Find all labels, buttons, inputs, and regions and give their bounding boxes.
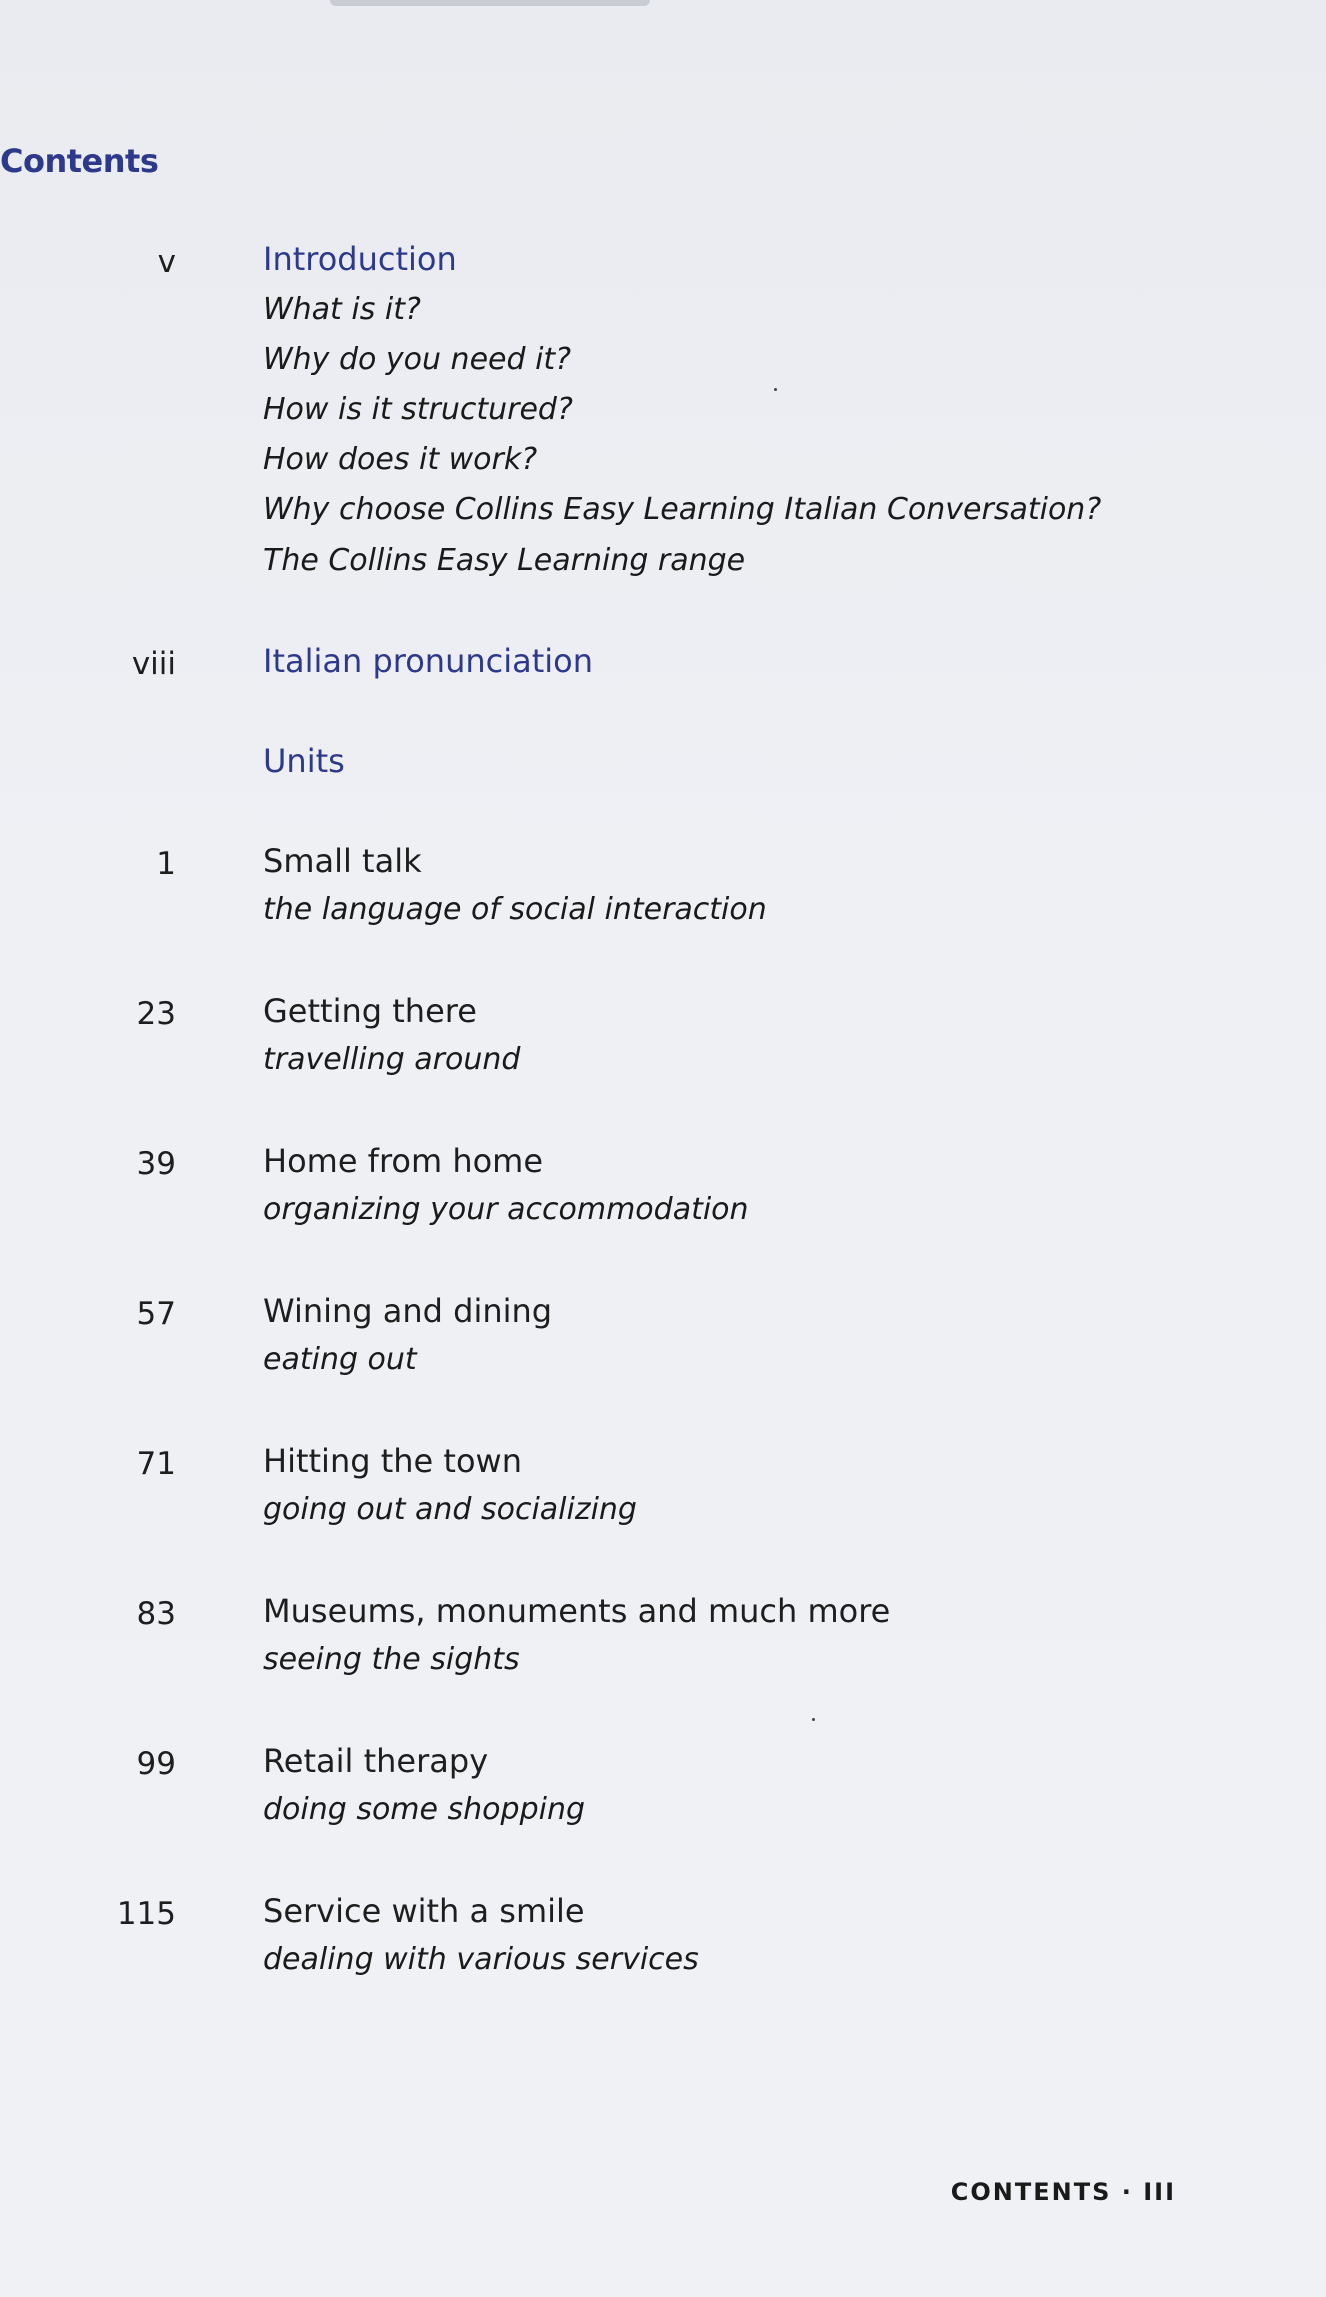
- entry-title: Small talk: [263, 842, 422, 880]
- running-footer: CONTENTS · III: [950, 2178, 1176, 2206]
- ink-speck: [812, 1718, 815, 1721]
- entry-subtitle: travelling around: [263, 1042, 521, 1077]
- entry-subtitle: eating out: [263, 1342, 417, 1377]
- page-number: 71: [136, 1446, 176, 1482]
- entry-title: Museums, monuments and much more: [263, 1592, 891, 1630]
- entry-title: Retail therapy: [263, 1742, 489, 1780]
- entry-title: Getting there: [263, 992, 477, 1030]
- intro-item: Why do you need it?: [263, 342, 572, 377]
- entry-title: Italian pronunciation: [263, 642, 594, 680]
- intro-item: What is it?: [263, 292, 421, 327]
- ink-speck: [774, 388, 777, 391]
- page-number: 83: [136, 1596, 176, 1632]
- entry-subtitle: the language of social interaction: [263, 892, 767, 927]
- page-number: 57: [136, 1296, 176, 1332]
- entry-title: Introduction: [263, 240, 457, 278]
- intro-item: Why choose Collins Easy Learning Italian Conversation?: [263, 492, 1102, 527]
- intro-item: How does it work?: [263, 442, 538, 477]
- entry-subtitle: doing some shopping: [263, 1792, 586, 1827]
- entry-subtitle: dealing with various services: [263, 1942, 699, 1977]
- entry-title: Wining and dining: [263, 1292, 553, 1330]
- intro-item: The Collins Easy Learning range: [263, 543, 746, 578]
- entry-subtitle: seeing the sights: [263, 1642, 520, 1677]
- entry-subtitle: going out and socializing: [263, 1492, 637, 1527]
- page-number: 1: [156, 846, 176, 882]
- page-number: 99: [136, 1746, 176, 1782]
- intro-item: How is it structured?: [263, 392, 573, 427]
- units-heading: Units: [263, 742, 345, 780]
- entry-title: Service with a smile: [263, 1892, 585, 1930]
- entry-title: Home from home: [263, 1142, 544, 1180]
- page-number: 23: [136, 996, 176, 1032]
- page-number: 115: [116, 1896, 176, 1932]
- entry-subtitle: organizing your accommodation: [263, 1192, 749, 1227]
- page-number: v: [157, 244, 176, 280]
- page-number: viii: [131, 646, 176, 682]
- page-edge-shadow: [330, 0, 650, 6]
- contents-heading: Contents: [0, 142, 159, 180]
- page-number: 39: [136, 1146, 176, 1182]
- entry-title: Hitting the town: [263, 1442, 522, 1480]
